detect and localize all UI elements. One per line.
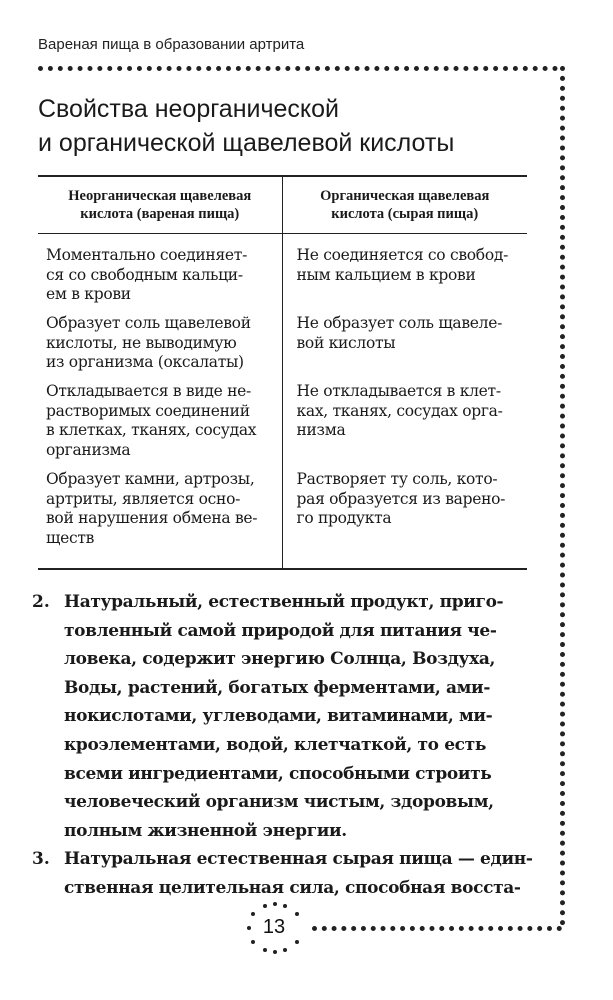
cell-line: растворимых соединений: [46, 401, 250, 420]
ornament-dot: [273, 950, 277, 954]
cell-line: го продукта: [296, 509, 392, 527]
list-item: [32, 588, 532, 845]
list-line: Натуральный, естественный продукт, приго-: [64, 592, 504, 612]
list-line: Воды, растений, богатых ферментами, ами-: [64, 677, 491, 698]
list-line: кроэлементами, водой, клетчаткой, то есть: [64, 734, 487, 755]
cell-line: ках, тканях, сосудах орга-: [296, 401, 503, 420]
cell-line: кислоты, не выводимую: [46, 333, 237, 352]
section-title: [38, 92, 558, 160]
numbered-list: [32, 588, 532, 903]
section-title-line-2: и органической щавелевой кислоты: [38, 129, 455, 157]
list-line: ственная целительная сила, способная восста-: [64, 877, 521, 898]
table-cell: [46, 382, 278, 460]
table-cell: [297, 314, 524, 372]
cell-line: Не соединяется со свобод-: [296, 246, 509, 264]
cell-line: низма: [296, 421, 346, 439]
section-title-line-1: Свойства неорганической: [38, 95, 340, 123]
table-cell: [297, 382, 524, 460]
cell-line: в клетках, тканях, сосудах: [46, 421, 257, 439]
list-item: [32, 845, 532, 902]
table-cell: [46, 314, 278, 372]
list-item-body: [64, 588, 503, 845]
cell-line: вой нарушения обмена ве-: [46, 509, 258, 527]
bottom-dotted-rule: [312, 926, 562, 931]
table-header-inorganic: [38, 177, 283, 233]
table-column-organic: [283, 234, 528, 568]
page-number: 13: [262, 916, 286, 938]
ornament-dot: [283, 948, 287, 952]
cell-line: Образует камни, артрозы,: [46, 470, 255, 488]
table-cell: [46, 470, 278, 548]
top-dotted-rule: [38, 66, 558, 71]
cell-line: рая образуется из варено-: [296, 489, 506, 508]
list-line: ловека, содержит энергию Солнца, Воздуха,: [64, 649, 496, 670]
cell-line: Образует соль щавелевой: [46, 314, 251, 332]
cell-line: из организма (оксалаты): [46, 353, 244, 371]
list-line: нокислотами, углеводами, витаминами, ми-: [64, 706, 493, 727]
cell-line: ществ: [46, 528, 95, 547]
ornament-dot: [263, 904, 267, 908]
table-body: [38, 234, 527, 568]
table-header-organic: [283, 177, 528, 233]
comparison-table: [38, 175, 527, 570]
ornament-dot: [295, 940, 299, 944]
list-line: товленный самой природой для питания че-: [64, 620, 497, 641]
cell-line: Откладывается в виде не-: [46, 382, 251, 400]
list-item-number: 3.: [32, 849, 50, 870]
running-head: Вареная пища в образовании артрита: [38, 36, 305, 53]
table-header-text: кислота (вареная пища): [80, 206, 240, 222]
table-header-text: кислота (сырая пища): [331, 206, 479, 222]
right-dotted-rule: [560, 66, 565, 926]
ornament-dot: [273, 902, 277, 906]
ornament-dot: [251, 940, 255, 944]
cell-line: организма: [46, 440, 131, 459]
ornament-dot: [247, 926, 251, 930]
cell-line: Растворяет ту соль, кото-: [296, 470, 498, 488]
cell-line: Не откладывается в клет-: [296, 382, 501, 400]
list-line: человеческий организм чистым, здоровым,: [64, 792, 494, 813]
table-cell: [297, 246, 524, 304]
cell-line: ем в крови: [46, 285, 131, 303]
cell-line: вой кислоты: [296, 333, 396, 352]
list-line: полным жизненной энергии.: [64, 820, 347, 841]
list-item-number: 2.: [32, 592, 50, 612]
table-header-text: Органическая щавелевая: [320, 188, 490, 204]
cell-line: Моментально соединяет-: [46, 246, 248, 264]
table-header-text: Неорганическая щавелевая: [68, 188, 252, 204]
cell-line: ся со свободным кальци-: [46, 265, 243, 284]
ornament-dot: [283, 904, 287, 908]
table-cell: [46, 246, 278, 304]
list-item-body: [64, 845, 533, 902]
ornament-dot: [263, 948, 267, 952]
cell-line: ным кальцием в крови: [296, 265, 476, 284]
list-line: Натуральная естественная сырая пища — един-: [64, 849, 533, 870]
cell-line: артриты, является осно-: [46, 489, 241, 508]
table-cell: [297, 470, 524, 548]
list-line: всеми ингредиентами, способными строить: [64, 763, 492, 784]
cell-line: Не образует соль щавеле-: [296, 314, 503, 332]
ornament-dot: [295, 912, 299, 916]
table-header-row: [38, 177, 527, 234]
table-column-inorganic: [38, 234, 283, 568]
